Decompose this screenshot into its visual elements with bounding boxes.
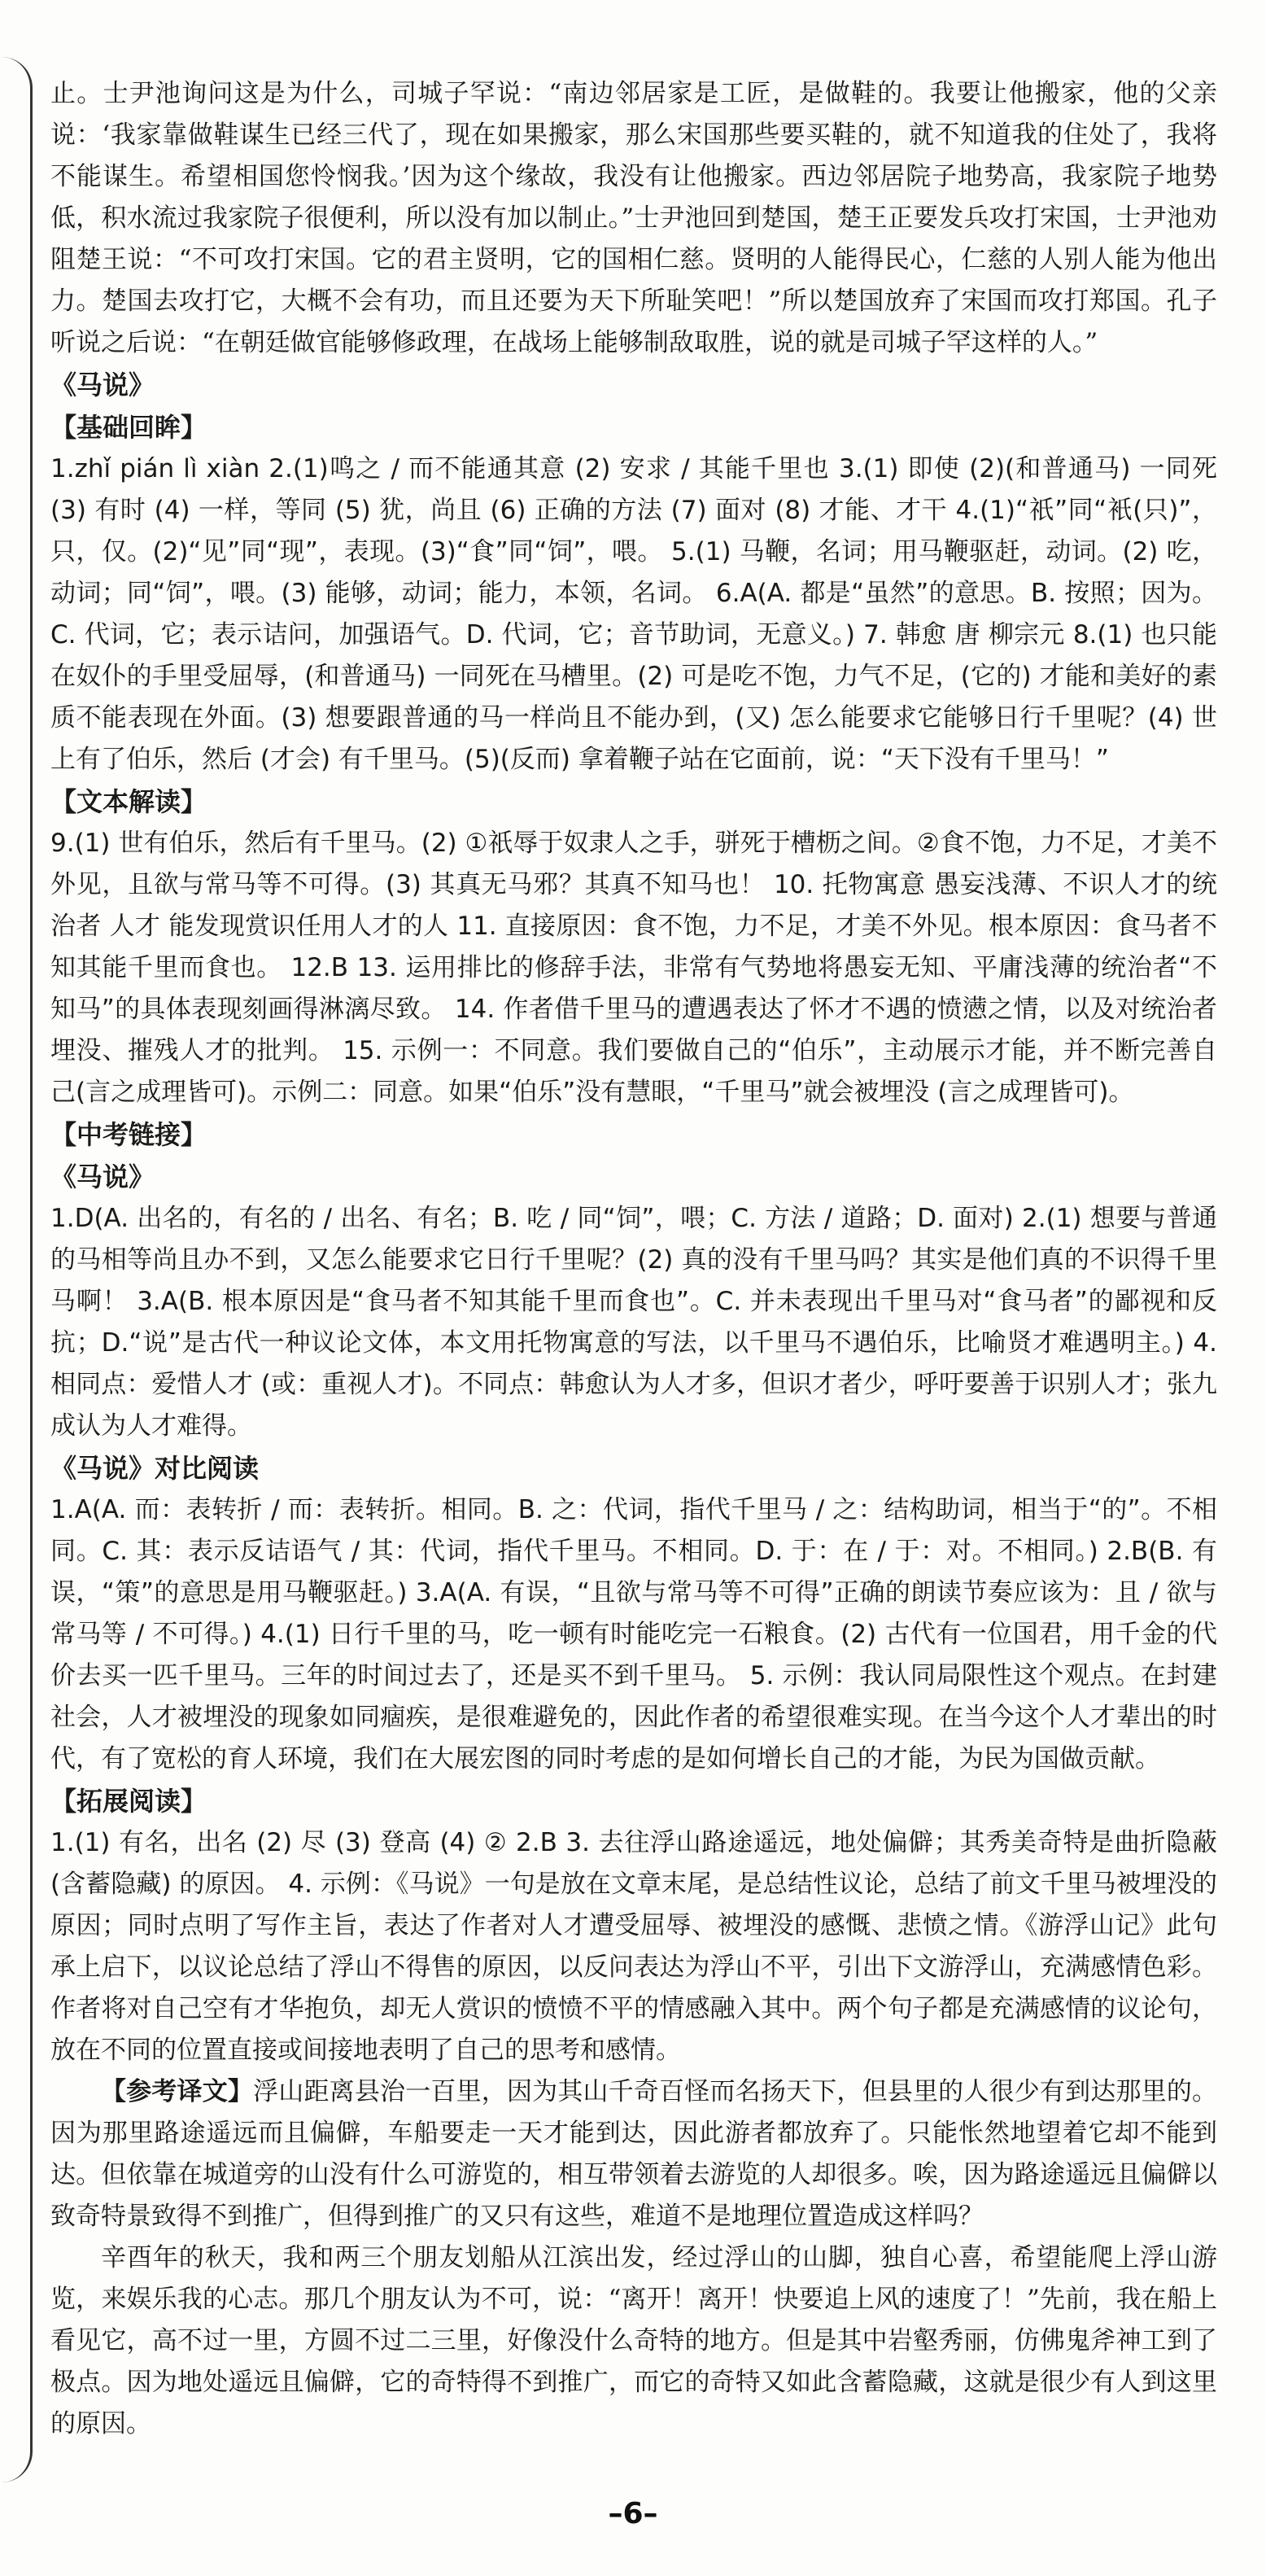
paragraph-basic-review-answers: 1.zhǐ pián lì xiàn 2.(1)鸣之 / 而不能通其意 (2) 安求 / 其能千里也 3.(1) 即使 (2)(和普通马) 一同死 (3) 有时 (4) 一样，等同 (5) 犹，尚且 (6) 正确的方法 (7) 面对 (8) 才能、才干 4.(1)“祇”同“衹(只)”，只，仅。(2)“见”同“现”，表现。(3)“食”同“饲”，喂。 5.(1) 马鞭，名词；用马鞭驱赶，动词。(2) 吃，动词；同“饲”，喂。(3) 能够，动词；能力，本领，名词。 6.A(A. 都是“虽然”的意思。B. 按照；因为。C. 代词，它；表示诘问，加强语气。D. 代词，它；音节助词，无意义。) 7. 韩愈 唐 柳宗元 8.(1) 也只能在奴仆的手里受屈辱，(和普通马) 一同死在马槽里。(2) 可是吃不饱，力气不足，(它的) 才能和美好的素质不能表现在外面。(3) 想要跟普通的马一样尚且不能办到，(又) 怎么能要求它能够日行千里呢？(4) 世上有了伯乐，然后 (才会) 有千里马。(5)(反而) 拿着鞭子站在它面前，说：“天下没有千里马！” [50,454,1217,774]
paragraph-prev-translation: 止。士尹池询问这是为什么，司城子罕说：“南边邻居家是工匠，是做鞋的。我要让他搬家，他的父亲说：‘我家靠做鞋谋生已经三代了，现在如果搬家，那么宋国那些要买鞋的，就不知道我的住处了，我将不能谋生。希望相国您怜悯我。’因为这个缘故，我没有让他搬家。西边邻居院子地势高，我家院子地势低，积水流过我家院子很便利，所以没有加以制止。”士尹池回到楚国，楚王正要发兵攻打宋国，士尹池劝阻楚王说：“不可攻打宋国。它的君主贤明，它的国相仁慈。贤明的人能得民心，仁慈的人别人能为他出力。楚国去攻打它，大概不会有功，而且还要为天下所耻笑吧！”所以楚国放弃了宋国而攻打郑国。孔子听说之后说：“在朝廷做官能够修政理，在战场上能够制敌取胜，说的就是司城子罕这样的人。” [50,79,1217,357]
heading-exam-ma-shuo: 《马说》 [50,1161,155,1192]
document-body [50,73,1217,2445]
heading-extended-reading: 【拓展阅读】 [50,1786,207,1817]
paragraph-comparative-answers: 1.A(A. 而：表转折 / 而：表转折。相同。B. 之：代词，指代千里马 / 之：结构助词，相当于“的”。不相同。C. 其：表示反诘语气 / 其：代词，指代千里马。不相同。D. 于：在 / 于：对。不相同。) 2.B(B. 有误，“策”的意思是用马鞭驱赶。) 3.A(A. 有误，“且欲与常马等不可得”正确的朗读节奏应该为：且 / 欲与常马等 / 不可得。) 4.(1) 日行千里的马，吃一顿有时能吃完一石粮食。(2) 古代有一位国君，用千金的代价去买一匹千里马。三年的时间过去了，还是买不到千里马。 5. 示例：我认同局限性这个观点。在封建社会，人才被埋没的现象如同痼疾，是很难避免的，因此作者的希望很难实现。在当今这个人才辈出的时代，有了宽松的育人环境，我们在大展宏图的同时考虑的是如何增长自己的才能，为民为国做贡献。 [50,1495,1217,1773]
heading-comparative-reading: 《马说》对比阅读 [50,1453,260,1484]
page-number: –6– [608,2497,658,2530]
page-margin-curve [0,57,33,2482]
paragraph-text-interpretation-answers: 9.(1) 世有伯乐，然后有千里马。(2) ①祇辱于奴隶人之手，骈死于槽枥之间。②食不饱，力不足，才美不外见，且欲与常马等不可得。(3) 其真无马邪？其真不知马也！ 10. 托物寓意 愚妄浅薄、不识人才的统治者 人才 能发现赏识任用人才的人 11. 直接原因：食不饱，力不足，才美不外见。根本原因：食马者不知其能千里而食也。 12.B 13. 运用排比的修辞手法，非常有气势地将愚妄无知、平庸浅薄的统治者“不知马”的具体表现刻画得淋漓尽致。 14. 作者借千里马的遭遇表达了怀才不遇的愤懑之情，以及对统治者埋没、摧残人才的批判。 15. 示例一：不同意。我们要做自己的“伯乐”，主动展示才能，并不断完善自己(言之成理皆可)。示例二：同意。如果“伯乐”没有慧眼，“千里马”就会被埋没 (言之成理皆可)。 [50,829,1217,1107]
paragraph-exam-answers: 1.D(A. 出名的，有名的 / 出名、有名；B. 吃 / 同“饲”，喂；C. 方法 / 道路；D. 面对) 2.(1) 想要与普通的马相等尚且办不到，又怎么能要求它日行千里呢？(2) 真的没有千里马吗？其实是他们真的不识得千里马啊！ 3.A(B. 根本原因是“食马者不知其能千里而食也”。C. 并未表现出千里马对“食马者”的鄙视和反抗；D.“说”是古代一种议论文体，本文用托物寓意的写法，以千里马不遇伯乐，比喻贤才难遇明主。) 4. 相同点：爱惜人才 (或：重视人才)。不同点：韩愈认为人才多，但识才者少，呼吁要善于识别人才；张九成认为人才难得。 [50,1204,1217,1441]
heading-exam-link: 【中考链接】 [50,1119,207,1150]
paragraph-reference-translation [50,2071,1217,2237]
reference-translation-label: 【参考译文】 [101,2077,254,2106]
heading-text-interpretation: 【文本解读】 [50,786,207,817]
reference-translation-text: 浮山距离县治一百里，因为其山千奇百怪而名扬天下，但县里的人很少有到达那里的。因为那里路途遥远而且偏僻，车船要走一天才能到达，因此游者都放弃了。只能怅然地望着它却不能到达。但依靠在城道旁的山没有什么可游览的，相互带领着去游览的人却很多。唉，因为路途遥远且偏僻以致奇特景致得不到推广，但得到推广的又只有这些，难道不是地理位置造成这样吗？ [50,2077,1218,2231]
heading-ma-shuo: 《马说》 [50,370,155,400]
paragraph-translation-continued: 辛酉年的秋天，我和两三个朋友划船从江滨出发，经过浮山的山脚，独自心喜，希望能爬上浮山游览，来娱乐我的心志。那几个朋友认为不可，说：“离开！离开！快要追上风的速度了！”先前，我在船上看见它，高不过一里，方圆不过二三里，好像没什么奇特的地方。但是其中岩壑秀丽，仿佛鬼斧神工到了极点。因为地处遥远且偏僻，它的奇特得不到推广，而它的奇特又如此含蓄隐藏，这就是很少有人到这里的原因。 [50,2243,1217,2438]
paragraph-extended-answers: 1.(1) 有名，出名 (2) 尽 (3) 登高 (4) ② 2.B 3. 去往浮山路途遥远，地处偏僻；其秀美奇特是曲折隐蔽 (含蓄隐藏) 的原因。 4. 示例：《马说》一句是放在文章末尾，是总结性议论，总结了前文千里马被埋没的原因；同时点明了写作主旨，表达了作者对人才遭受屈辱、被埋没的感慨、悲愤之情。《游浮山记》此句承上启下，以议论总结了浮山不得售的原因，以反问表达为浮山不平，引出下文游浮山，充满感情色彩。作者将对自己空有才华抱负，却无人赏识的愤愤不平的情感融入其中。两个句子都是充满感情的议论句，放在不同的位置直接或间接地表明了自己的思考和感情。 [50,1828,1217,2065]
heading-basic-review: 【基础回眸】 [50,412,207,443]
